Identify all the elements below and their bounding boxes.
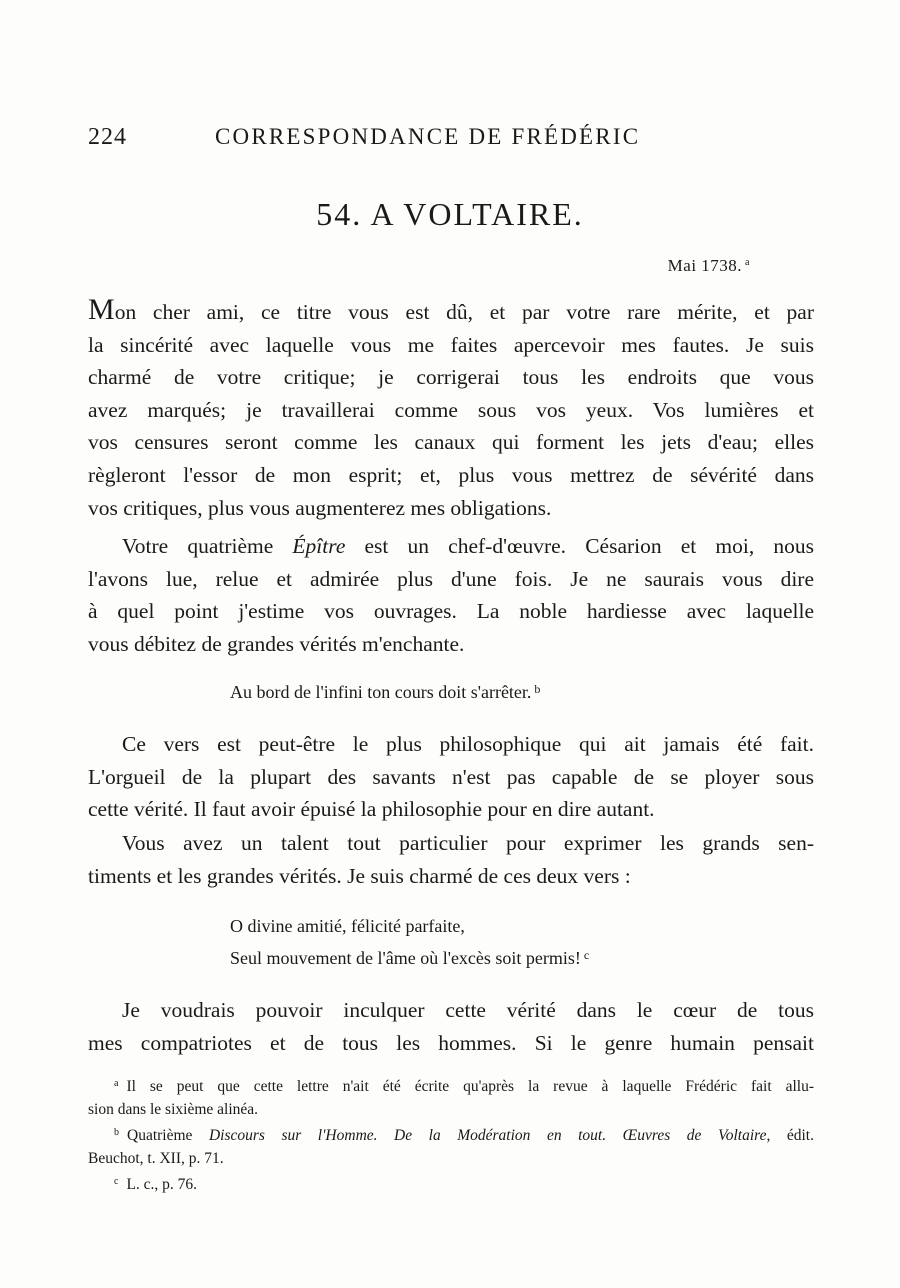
text-line: timents et les grandes vérités. Je suis charmé de ces deux vers : [88, 863, 631, 888]
footnote-mark: a [114, 1078, 119, 1089]
text-line: mes compatriotes et de tous les hommes. Si le genre humain pensait [88, 1030, 814, 1055]
running-title: CORRESPONDANCE DE FRÉDÉRIC [215, 124, 641, 149]
letter-date [668, 256, 750, 276]
verse-quote-2 [230, 912, 589, 973]
text-line: Je voudrais pouvoir inculquer cette vérité dans le cœur de tous [122, 998, 814, 1022]
text-line: charmé de votre critique; je corrigerai tous les endroits que vous [88, 365, 814, 390]
page-number: 224 [88, 124, 127, 150]
date-text: Mai 1738. [667, 256, 743, 275]
text-line: vous débitez de grandes vérités m'enchante. [88, 631, 465, 656]
footnote-ref-b[interactable]: b [534, 682, 541, 696]
footnote-ref-a[interactable]: a [745, 257, 750, 268]
text-line: Votre quatrième Épître est un chef-d'œuvre. Césarion et moi, nous [122, 534, 814, 558]
footnote-mark: c [114, 1176, 119, 1187]
verse-quote-1: Au bord de l'infini ton cours doit s'arrêter. $^b$ [230, 682, 541, 702]
paragraph-3 [88, 728, 814, 826]
text-line: la sincérité avec laquelle vous me faites apercevoir mes fautes. Je suis [88, 332, 814, 357]
text-line: Vous avez un talent tout particulier pour exprimer les grands sen- [122, 831, 814, 855]
text-line: vos critiques, plus vous augmenterez mes obligations. [88, 495, 552, 520]
paragraph-2 [88, 530, 814, 660]
text-line: cette vérité. Il faut avoir épuisé la philosophie pour en dire autant. [88, 797, 655, 822]
paragraph-5 [88, 994, 814, 1059]
footnote-a: $^a$ Il se peut que cette lettre n'ait été écrite qu'après la revue à laquelle Frédéric fait allu- [114, 1078, 814, 1095]
paragraph-4 [88, 827, 814, 892]
footnote-text: sion dans le sixième alinéa. [88, 1101, 259, 1118]
paragraph-1 [88, 293, 814, 524]
drop-cap: M [88, 293, 115, 326]
footnote-ref-c[interactable]: c [583, 948, 590, 962]
verse-line: Seul mouvement de l'âme où l'excès soit permis! $^c$ [230, 948, 590, 968]
italic-title: Épître [292, 534, 346, 558]
text-line: avez marqués; je travaillerai comme sous vos yeux. Vos lumières et [88, 397, 814, 422]
footnote-c: $^c$ L. c., p. 76. [114, 1176, 198, 1193]
footnote-text: Beuchot, t. XII, p. 71. [88, 1150, 224, 1167]
footnotes [88, 1072, 814, 1196]
letter-title: 54. A VOLTAIRE. [316, 196, 584, 232]
text-line: à quel point j'estime vos ouvrages. La noble hardiesse avec laquelle [88, 599, 814, 624]
text-line: règleront l'essor de mon esprit; et, plus vous mettrez de sévérité dans [88, 462, 814, 487]
footnote-b: $^b$ Quatrième Discours sur l'Homme. De la Modération en tout. Œuvres de Voltaire, édit. [114, 1127, 814, 1144]
text-line: L'orgueil de la plupart des savants n'est pas capable de se ployer sous [88, 764, 814, 789]
text-line: l'avons lue, relue et admirée plus d'une fois. Je ne saurais vous dire [88, 566, 814, 591]
footnote-mark: b [114, 1127, 119, 1138]
text-line: vos censures seront comme les canaux qui forment les jets d'eau; elles [88, 430, 814, 455]
running-head [88, 124, 812, 158]
text-line: Mon cher ami, ce titre vous est dû, et par votre rare mérite, et par [88, 293, 814, 326]
verse-line: O divine amitié, félicité parfaite, [230, 916, 465, 936]
text-line: Ce vers est peut-être le plus philosophique qui ait jamais été fait. [122, 732, 814, 756]
